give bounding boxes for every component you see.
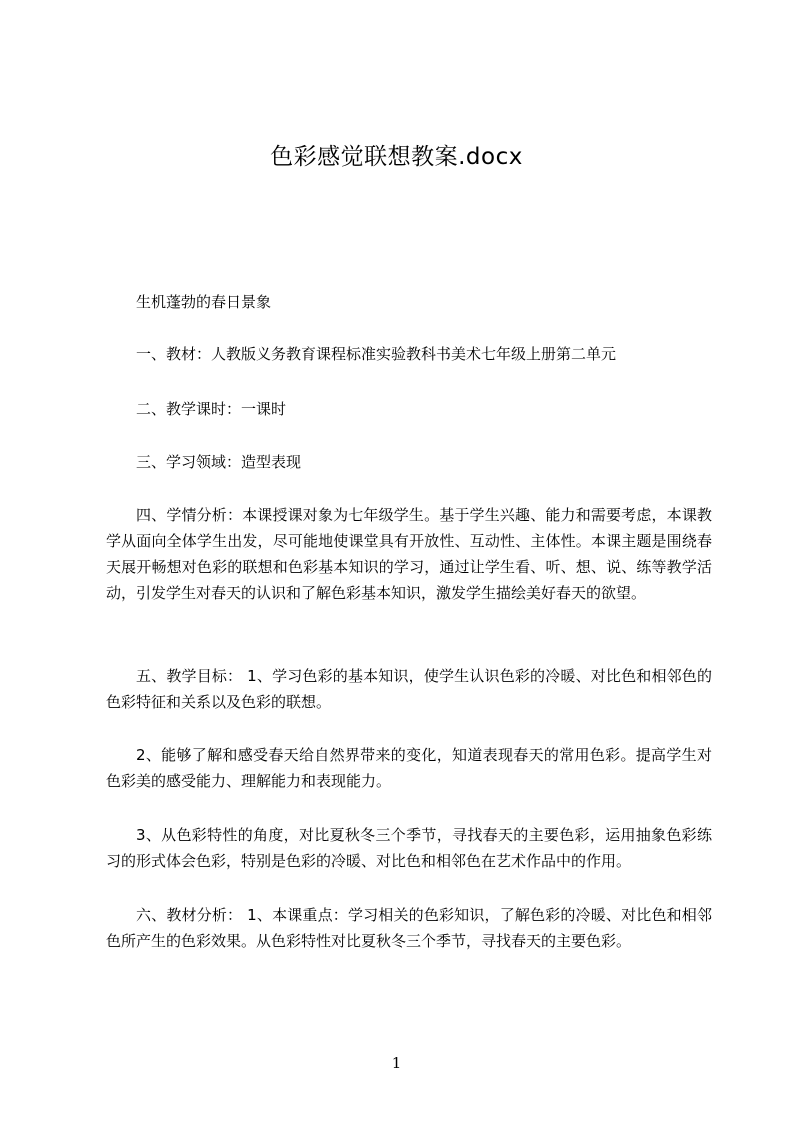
paragraph-goal-3: 3、从色彩特性的角度，对比夏秋冬三个季节，寻找春天的主要色彩，运用抽象色彩练习的形式体会色彩，特别是色彩的冷暖、对比色和相邻色在艺术作品中的作用。: [106, 826, 712, 870]
paragraph-learning-area: 三、学习领域：造型表现: [136, 453, 302, 471]
paragraph-goal-2: 2、能够了解和感受春天给自然界带来的变化，知道表现春天的常用色彩。提高学生对色彩美的感受能力、理解能力和表现能力。: [106, 746, 712, 790]
page-number: 1: [391, 1054, 402, 1072]
paragraph-student-analysis: 四、学情分析：本课授课对象为七年级学生。基于学生兴趣、能力和需要考虑，本课教学从面向全体学生出发，尽可能地使课堂具有开放性、互动性、主体性。本课主题是围绕春天展开畅想对色彩的联想和色彩基本知识的学习，通过让学生看、听、想、说、练等教学活动，引发学生对春天的认识和了解色彩基本知识，激发学生描绘美好春天的欲望。: [106, 506, 712, 602]
paragraph-material-analysis: 六、教材分析： 1、本课重点：学习相关的色彩知识，了解色彩的冷暖、对比色和相邻色所产生的色彩效果。从色彩特性对比夏秋冬三个季节，寻找春天的主要色彩。: [106, 906, 712, 950]
paragraph-class-hours: 二、教学课时：一课时: [136, 400, 287, 418]
paragraph-textbook: 一、教材：人教版义务教育课程标准实验教科书美术七年级上册第二单元: [136, 345, 617, 363]
paragraph-teaching-goals: 五、教学目标： 1、学习色彩的基本知识，使学生认识色彩的冷暖、对比色和相邻色的色彩特征和关系以及色彩的联想。: [106, 667, 712, 711]
paragraph-subtitle: 生机蓬勃的春日景象: [136, 293, 272, 311]
document-title: 色彩感觉联想教案.docx: [270, 144, 523, 170]
